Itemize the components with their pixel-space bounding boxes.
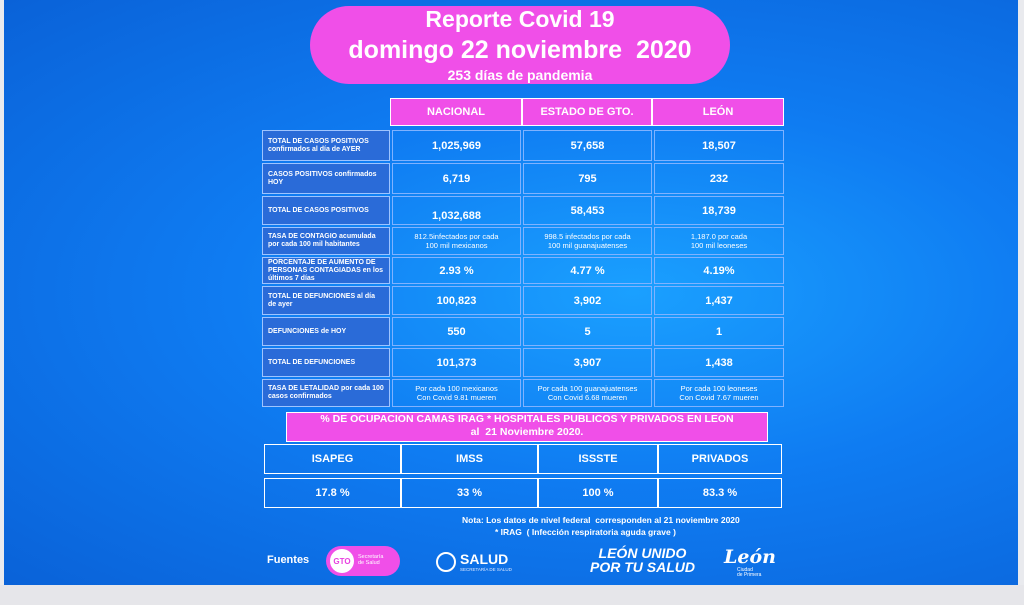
table-cell: 1,187.0 por cada 100 mil leoneses (654, 227, 784, 255)
table-cell: 550 (392, 317, 521, 346)
gto-logo (326, 546, 400, 576)
table-cell: 795 (523, 163, 652, 194)
occupancy-header-issste: ISSSTE (538, 444, 658, 474)
table-cell: 998.5 infectados por cada 100 mil guanajuatenses (523, 227, 652, 255)
table-cell: Por cada 100 mexicanos Con Covid 9.81 mueren (392, 379, 521, 407)
table-cell: Por cada 100 guanajuatenses Con Covid 6.68 mueren (523, 379, 652, 407)
table-cell: 1,032,688 (392, 196, 521, 225)
occupancy-title-line1: % DE OCUPACION CAMAS IRAG * HOSPITALES PUBLICOS Y PRIVADOS EN LEON (320, 413, 734, 425)
occupancy-header-imss: IMSS (401, 444, 538, 474)
table-cell: 100,823 (392, 286, 521, 315)
table-cell: 232 (654, 163, 784, 194)
table-cell: 1,437 (654, 286, 784, 315)
note-federal: Nota: Los datos de nivel federal corresponden al 21 noviembre 2020 (462, 515, 740, 525)
row-label: DEFUNCIONES de HOY (262, 317, 390, 346)
table-cell: 3,907 (523, 348, 652, 377)
table-cell: 18,739 (654, 196, 784, 225)
table-cell: 812.5infectados por cada 100 mil mexicanos (392, 227, 521, 255)
bottom-strip (0, 585, 1024, 605)
occupancy-header-isapeg: ISAPEG (264, 444, 401, 474)
salud-logo-subtext: SECRETARÍA DE SALUD (460, 567, 512, 572)
gto-logo-text: Secretaría de Salud (358, 554, 384, 566)
row-label: TASA DE LETALIDAD por cada 100 casos confirmados (262, 379, 390, 407)
table-cell: 1,025,969 (392, 130, 521, 161)
note-irag: * IRAG ( Infección respiratoria aguda grave ) (495, 527, 676, 537)
table-cell: 4.77 % (523, 257, 652, 284)
row-label: TOTAL DE DEFUNCIONES (262, 348, 390, 377)
occupancy-title (286, 412, 768, 442)
table-cell: 4.19% (654, 257, 784, 284)
occupancy-header-privados: PRIVADOS (658, 444, 782, 474)
table-cell: 1,438 (654, 348, 784, 377)
table-cell: 101,373 (392, 348, 521, 377)
table-cell: 2.93 % (392, 257, 521, 284)
table-cell: 58,453 (523, 196, 652, 225)
column-header-estado: ESTADO DE GTO. (522, 98, 652, 126)
salud-emblem-icon (436, 552, 456, 572)
occupancy-value-privados: 83.3 % (658, 478, 782, 508)
row-label: PORCENTAJE DE AUMENTO DE PERSONAS CONTAGIADAS en los últimos 7 días (262, 257, 390, 284)
row-label: CASOS POSITIVOS confirmados HOY (262, 163, 390, 194)
column-header-nacional: NACIONAL (390, 98, 522, 126)
column-header-leon: LEÓN (652, 98, 784, 126)
table-cell: 5 (523, 317, 652, 346)
table-cell: Por cada 100 leoneses Con Covid 7.67 mueren (654, 379, 784, 407)
table-cell: 57,658 (523, 130, 652, 161)
table-cell: 3,902 (523, 286, 652, 315)
pandemic-days: 253 días de pandemia (447, 67, 593, 83)
report-date: domingo 22 noviembre 2020 (348, 36, 692, 64)
table-cell: 18,507 (654, 130, 784, 161)
occupancy-title-line2: al 21 Noviembre 2020. (470, 426, 584, 438)
occupancy-value-imss: 33 % (401, 478, 538, 508)
report-title: Reporte Covid 19 (425, 6, 615, 32)
table-cell: 6,719 (392, 163, 521, 194)
row-label: TOTAL DE CASOS POSITIVOS (262, 196, 390, 225)
leon-city-logo-subtext: Ciudad de Primera (737, 567, 762, 578)
gto-logo-mark: GTO (330, 549, 354, 573)
salud-logo-text: SALUD (460, 551, 509, 567)
report-slide (4, 0, 1018, 585)
leon-unido-logo: LEÓN UNIDO POR TU SALUD (590, 545, 695, 575)
occupancy-value-isapeg: 17.8 % (264, 478, 401, 508)
table-cell: 1 (654, 317, 784, 346)
row-label: TOTAL DE DEFUNCIONES al día de ayer (262, 286, 390, 315)
row-label: TASA DE CONTAGIO acumulada por cada 100 mil habitantes (262, 227, 390, 255)
leon-city-logo: León (724, 546, 776, 568)
sources-label: Fuentes (267, 554, 310, 566)
row-label: TOTAL DE CASOS POSITIVOS confirmados al día de AYER (262, 130, 390, 161)
occupancy-value-issste: 100 % (538, 478, 658, 508)
